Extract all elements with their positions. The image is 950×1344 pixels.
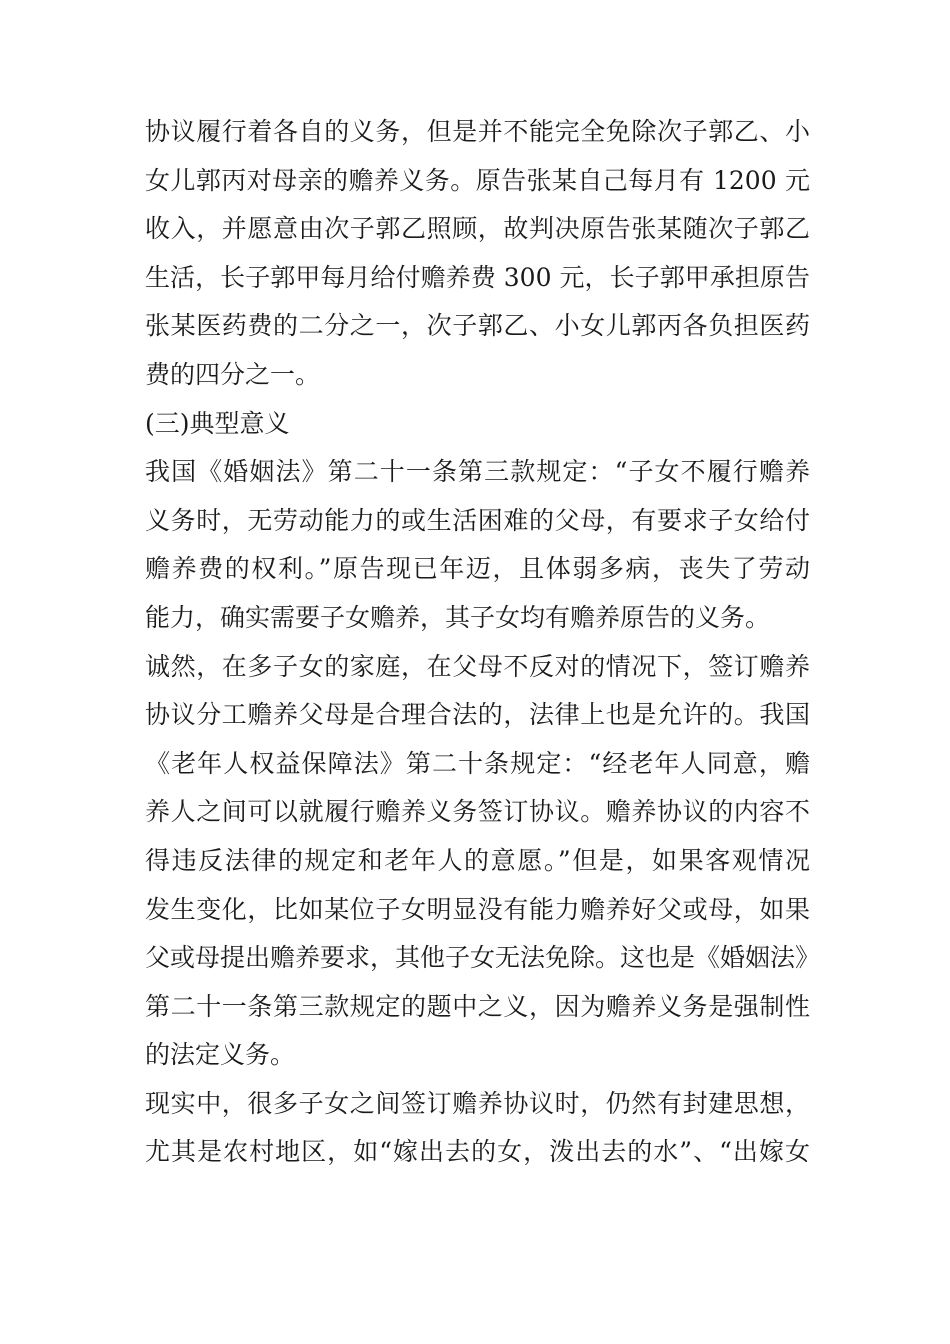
text-line: 现实中，很多子女之间签订赡养协议时，仍然有封建思想， [145,1088,810,1118]
text-line: (三)典型意义 [145,408,290,438]
text-line: 我国《婚姻法》第二十一条第三款规定：“子女不履行赡养 [145,457,810,487]
text-line: 张某医药费的二分之一，次子郭乙、小女儿郭丙各负担医药 [145,311,810,341]
text-line: 协议分工赡养父母是合理合法的，法律上也是允许的。我国 [145,700,810,730]
text-line: 生活，长子郭甲每月给付赡养费 300 元，长子郭甲承担原告 [145,262,810,292]
text-line: 第二十一条第三款规定的题中之义，因为赡养义务是强制性 [145,991,810,1021]
text-line: 尤其是农村地区，如“嫁出去的女，泼出去的水”、“出嫁女 [145,1137,810,1167]
text-line: 的法定义务。 [145,1040,296,1070]
text-line: 得违反法律的规定和老年人的意愿。”但是，如果客观情况 [145,845,810,875]
body-text [145,108,821,1177]
text-line: 协议履行着各自的义务，但是并不能完全免除次子郭乙、小 [145,117,810,146]
text-line: 女儿郭丙对母亲的赡养义务。原告张某自己每月有 1200 元 [145,165,810,195]
text-line: 发生变化，比如某位子女明显没有能力赡养好父或母，如果 [145,894,810,924]
text-line: 父或母提出赡养要求，其他子女无法免除。这也是《婚姻法》 [145,943,821,973]
text-line: 诚然，在多子女的家庭，在父母不反对的情况下，签订赡养 [145,651,810,681]
text-line: 能力，确实需要子女赡养，其子女均有赡养原告的义务。 [145,602,771,632]
text-line: 养人之间可以就履行赡养义务签订协议。赡养协议的内容不 [145,797,810,827]
text-line: 费的四分之一。 [145,359,321,389]
text-line: 义务时，无劳动能力的或生活困难的父母，有要求子女给付 [145,505,810,535]
text-line: 收入，并愿意由次子郭乙照顾，故判决原告张某随次子郭乙 [145,214,810,244]
text-line: 赡养费的权利。”原告现已年迈，且体弱多病，丧失了劳动 [145,554,810,584]
text-line: 《老年人权益保障法》第二十条规定：“经老年人同意，赡 [145,748,810,778]
